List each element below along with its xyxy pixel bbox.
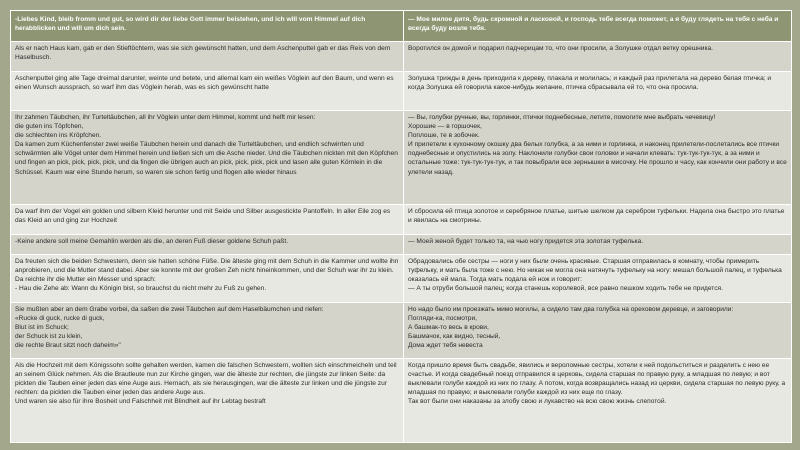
- german-cell: Da freuten sich die beiden Schwestern, denn sie hatten schöne Füße. Die älteste ging mit dem Schuh in die Kammer und wollte ihn anprobieren, und die Mutter stand dabei. Aber sie konnte mit der großen Zeh nicht hineinkommen, und der Schuh war ihr zu klein. Da reichte ihr die Mutter ein Messer und sprach: - Hau die Zehe ab: Wann du Königin bist, so brauchst du nicht mehr zu Fuß zu gehen.: [11, 255, 404, 303]
- german-cell: -Liebes Kind, bleib fromm und gut, so wird dir der liebe Gott immer beistehen, und ich will vom Himmel auf dich herabblicken und will um dich sein.: [11, 11, 404, 42]
- russian-cell: — Вы, голубки ручные, вы, горлинки, птички поднебесные, летите, помогите мне выбрать чечевицу! Хорошие — в горшочек, Поплоше, те в зобочек. И прилетели к кухонному окошку два белых голубка, а за ними и горлинка, и наконец прилетели-послетались все птички поднебесные и опустились на золу. Наклонили голубки свои головки и начали клевать: тук-тук-тук-тук, а за ними и остальные тоже: тук-тук-тук-тук, и так повыбрали все зернышки в мисочку. Не прошло и часу, как кончили они работу и все улетели назад.: [404, 111, 792, 205]
- german-cell: Da warf ihm der Vogel ein golden und silbern Kleid herunter und mit Seide und Silber ausgestickte Pantoffeln. In aller Eile zog es das Kleid an und ging zur Hochzeit: [11, 205, 404, 235]
- german-cell: Ihr zahmen Täubchen, ihr Turteltäubchen, all ihr Vöglein unter dem Himmel, kommt und helft mir lesen: die guten ins Töpfchen, die schlechten ins Kröpfchen. Da kamen zum Küchenfenster zwei weiße Täubchen herein und danach die Turteltäubchen, und endlich schwirrten und schwärmten alle Vögel unter dem Himmel herein und ließen sich um die Asche nieder. Und die Täubchen nickten mit den Köpfchen und fingen an pick, pick, pick, pick, und da fingen die übrigen auch an pick, pick, pick, pick und lasen alle guten Körnlein in die Schüssel. Kaum war eine Stunde herum, so waren sie schon fertig und flogen alle wieder hinaus: [11, 111, 404, 205]
- bilingual-table: [10, 10, 792, 443]
- table-row: [11, 205, 792, 235]
- table-row: [11, 359, 792, 443]
- table-row: [11, 11, 792, 42]
- table-row: [11, 72, 792, 111]
- german-cell: Als er nach Haus kam, gab er den Stieftöchtern, was sie sich gewünscht hatten, und dem Aschenputtel gab er das Reis von dem Haselbusch.: [11, 42, 404, 72]
- table-row: [11, 111, 792, 205]
- russian-cell: Золушка трижды в день приходила к дереву, плакала и молилась; и каждый раз прилетала на дерево белая птичка; и когда Золушка ей говорила какое-нибудь желание, птичка сбрасывала ей то, что она просила.: [404, 72, 792, 111]
- russian-cell: Обрадовались обе сестры — ноги у них были очень красивые. Старшая отправилась в комнату, чтобы примерить туфельку, и мать была тоже с нею. Но никак не могла она натянуть туфельку на ногу: мешал большой палец, и туфелька оказалась ей мала. Тогда мать подала ей нож и говорит: — А ты отруби большой палец; когда станешь королевой, все равно пешком ходить тебе не придется.: [404, 255, 792, 303]
- german-cell: Sie mußten aber an dem Grabe vorbei, da saßen die zwei Täubchen auf dem Haselbäumchen und riefen: «Rucke di guck, rucke di guck, Blut ist im Schuck; der Schuck ist zu klein, die rechte Braut sitzt noch daheim»": [11, 303, 404, 359]
- russian-cell: Но надо было им проезжать мимо могилы, а сидело там два голубка на ореховом деревце, и заговорили: Погляди-ка, посмотри, А башмак-то весь в крови, Башмачок, как видно, тесный, Дома ждет тебя невеста: [404, 303, 792, 359]
- russian-cell: И сбросила ей птица золотое и серебряное платье, шитые шелком да серебром туфельки. Надела она быстро это платье и явилась на смотрины.: [404, 205, 792, 235]
- table-row: [11, 303, 792, 359]
- russian-cell: Когда пришло время быть свадьбе, явились и вероломные сестры, хотели к ней подольститься и разделить с нею ее счастье. И когда свадебный поезд отправился в церковь, сидела старшая по правую руку, а младшая по левую; и вот выклевали голуби каждой из них по глазу. А потом, когда возвращались назад из церкви, сидела старшая по левую руку, а младшая по правую; и выклевали голуби каждой из них еще по глазу. Так вот были они наказаны за злобу свою и лукавство на всю свою жизнь слепотой.: [404, 359, 792, 443]
- table-row: [11, 255, 792, 303]
- russian-cell: Воротился он домой и подарил падчерицам то, что они просили, а Золушке отдал ветку орешника.: [404, 42, 792, 72]
- german-cell: -Keine andere soll meine Gemahlin werden als die, an deren Fuß dieser goldene Schuh paßt.: [11, 235, 404, 255]
- russian-cell: — Мое милое дитя, будь скромной и ласковой, и господь тебе всегда поможет, а я буду глядеть на тебя с неба и всегда буду возле тебя.: [404, 11, 792, 42]
- russian-cell: — Моей женой будет только та, на чью ногу придется эта золотая туфелька.: [404, 235, 792, 255]
- table-row: [11, 235, 792, 255]
- german-cell: Als die Hochzeit mit dem Königssohn sollte gehalten werden, kamen die falschen Schwestern, wollten sich einschmeicheln und teil an seinem Glück nehmen. Als die Brautleute nun zur Kirche gingen, war die älteste zur rechten, die jüngste zur linken Seite: da pickten die Tauben einer jeden das eine Auge aus. Hernach, als sie herausgingen, war die älteste zur linken und die jüngste zur rechten: da pickten die Tauben einer jeden das andere Auge aus. Und waren sie also für ihre Bosheit und Falschheit mit Blindheit auf ihr Lebtag bestraft: [11, 359, 404, 443]
- german-cell: Aschenputtel ging alle Tage dreimal darunter, weinte und betete, und allemal kam ein weißes Vöglein auf den Baum, und wenn es einen Wunsch aussprach, so warf ihm das Vöglein herab, was es sich gewünscht hatte: [11, 72, 404, 111]
- table-row: [11, 42, 792, 72]
